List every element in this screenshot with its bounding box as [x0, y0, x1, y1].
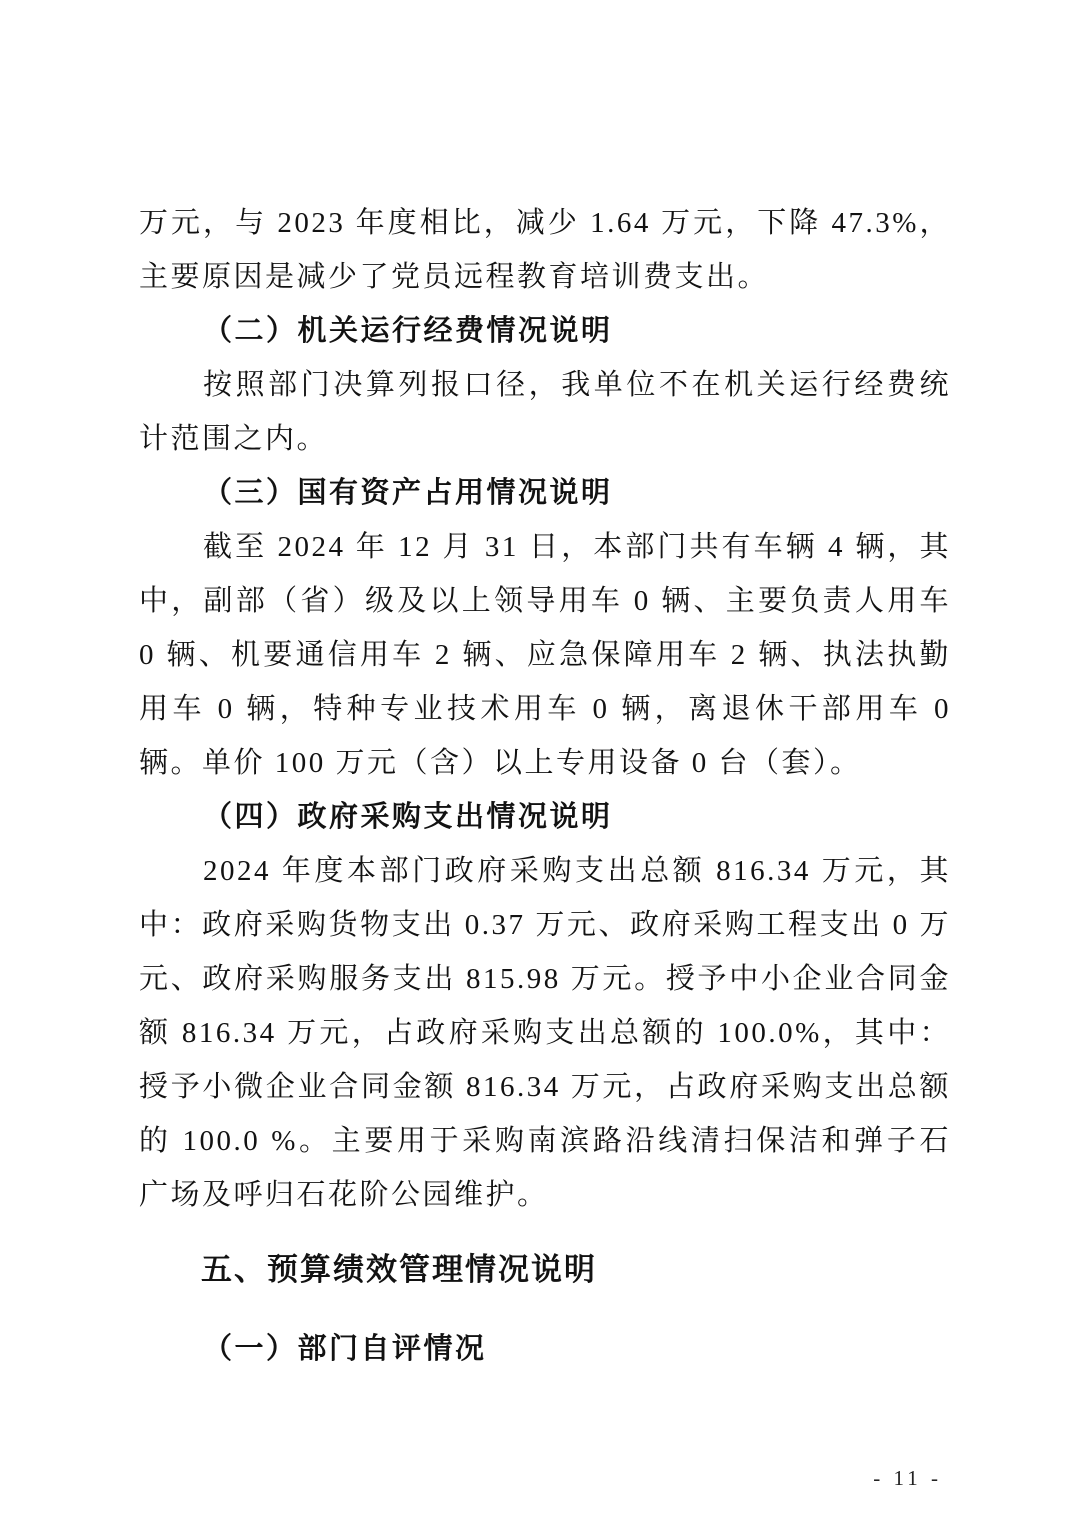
body-paragraph-government-procurement: 2024 年度本部门政府采购支出总额 816.34 万元，其中：政府采购货物支出 0.37 万元、政府采购工程支出 0 万元、政府采购服务支出 815.98 万元。授予中小企业合同金额 816.34 万元，占政府采购支出总额的 100.0%，其中：授予小微企业合同金额 816.34 万元，占政府采购支出总额的 100.0 %。主要用于采购南滨路沿线清扫保洁和弹子石广场及呼归石花阶公园维护。 — [139, 855, 951, 1211]
subsection-heading-1: （一）部门自评情况 — [203, 1333, 487, 1365]
body-paragraph-state-assets: 截至 2024 年 12 月 31 日，本部门共有车辆 4 辆，其中，副部（省）级及以上领导用车 0 辆、主要负责人用车 0 辆、机要通信用车 2 辆、应急保障用车 2 辆、执法执勤用车 0 辆，特种专业技术用车 0 辆，离退休干部用车 0 辆。单价 100 万元（含）以上专用设备 0 台（套）。 — [139, 531, 951, 779]
body-paragraph-continuation: 万元，与 2023 年度相比，减少 1.64 万元，下降 47.3%，主要原因是减少了党员远程教育培训费支出。 — [139, 207, 951, 293]
page-number: - 11 - — [873, 1466, 942, 1490]
subsection-heading-2: （二）机关运行经费情况说明 — [203, 315, 613, 347]
subsection-heading-3: （三）国有资产占用情况说明 — [203, 477, 613, 509]
document-body — [139, 196, 951, 1376]
section-heading-5: 五、预算绩效管理情况说明 — [201, 1252, 597, 1287]
subsection-heading-4: （四）政府采购支出情况说明 — [203, 801, 613, 833]
body-paragraph-operating-funds: 按照部门决算列报口径，我单位不在机关运行经费统计范围之内。 — [139, 369, 951, 455]
